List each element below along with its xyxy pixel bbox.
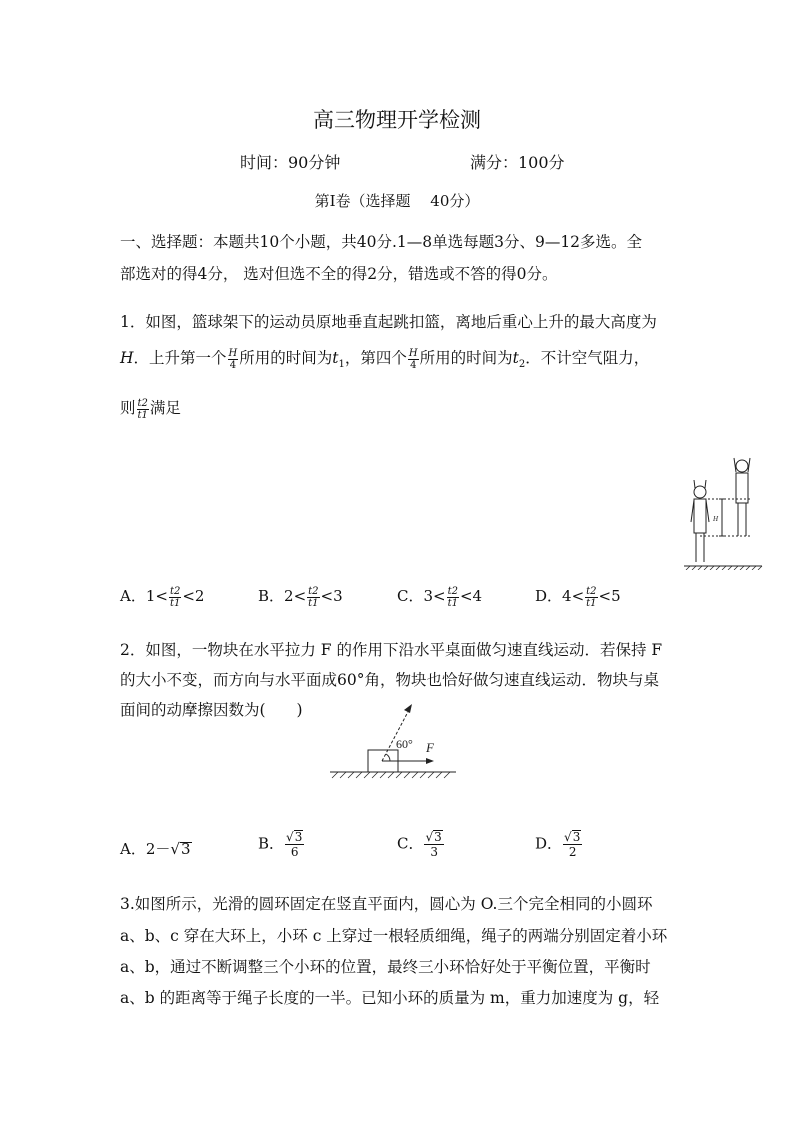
q1-ratio-fraction: $\frac{t2}{t1}$ [137, 397, 148, 421]
page-title: 高三物理开学检测 [313, 108, 481, 132]
section-instructions-line2: 部选对的得4分， 选对但选不全的得2分，错选或不答的得0分。 [120, 265, 558, 283]
q2-block-figure [330, 700, 460, 782]
q3-line1: 3.如图所示，光滑的圆环固定在竖直平面内，圆心为 O.三个完全相同的小圆环 [120, 895, 653, 913]
q2-option-a[interactable]: A．2－√3 [120, 840, 191, 858]
q2-force-arrow-head [426, 758, 434, 764]
q3-line4: a、b 的距离等于绳子长度的一半。已知小环的质量为 m，重力加速度为 g，轻 [120, 989, 660, 1007]
q3-line2: a、b、c 穿在大环上，小环 c 上穿过一根轻质细绳，绳子的两端分别固定着小环 [120, 927, 668, 945]
q1-option-a[interactable]: A．1< $\frac{t2}{t1}$ <2 [120, 585, 205, 609]
section-instructions-line1: 一、选择题：本题共10个小题，共40分.1—8单选每题3分、9—12多选。全 [120, 233, 643, 251]
q1-option-d[interactable]: D．4< $\frac{t2}{t1}$ <5 [535, 585, 621, 609]
q2-option-c[interactable]: C． $\frac{√3}{3}$ [397, 830, 442, 859]
q2-force-label: F [426, 740, 434, 755]
exam-full-score: 满分：100分 [470, 153, 565, 172]
q3-line3: a、b，通过不断调整三个小环的位置，最终三小环恰好处于平衡位置，平衡时 [120, 958, 651, 976]
volume-heading: 第Ⅰ卷（选择题 40分） [314, 192, 480, 210]
q1-line3: 则 $\frac{t2}{t1}$ 满足 [120, 397, 181, 421]
q1-fraction-h4-second: $\frac{H}{4}$ [408, 347, 418, 371]
q1-option-b[interactable]: B．2< $\frac{t2}{t1}$ <3 [258, 585, 343, 609]
exam-time: 时间：90分钟 [240, 153, 341, 172]
q2-angle-label: 60° [396, 737, 413, 751]
q2-line2: 的大小不变，而方向与水平面成60°角，物块也恰好做匀速直线运动．物块与桌 [120, 671, 659, 689]
q2-angled-arrow-head [404, 704, 412, 713]
q1-jump-figure [682, 452, 764, 570]
q1-var-h: H [120, 349, 134, 367]
q1-figure-h-label: H [713, 515, 719, 523]
q1-text: ．上升第一个 [133, 349, 227, 367]
q1-option-c[interactable]: C．3< $\frac{t2}{t1}$ <4 [397, 585, 483, 609]
q1-line1: 1．如图，篮球架下的运动员原地垂直起跳扣篮，离地后重心上升的最大高度为 [120, 313, 657, 331]
q2-option-b[interactable]: B． $\frac{√3}{6}$ [258, 830, 303, 859]
q1-fraction-h4: $\frac{H}{4}$ [228, 347, 238, 371]
q1-line2: H．上升第一个 $\frac{H}{4}$ 所用的时间为$t_1$，第四个 $\frac{H}{4}$ 所用的时间为$t_2$．不计空气阻力， [120, 347, 650, 371]
q2-option-d[interactable]: D． $\frac{√3}{2}$ [535, 830, 581, 859]
q2-line3: 面间的动摩擦因数为( ) [120, 701, 303, 719]
q2-line1: 2．如图，一物块在水平拉力 F 的作用下沿水平桌面做匀速直线运动．若保持 F [120, 641, 663, 659]
